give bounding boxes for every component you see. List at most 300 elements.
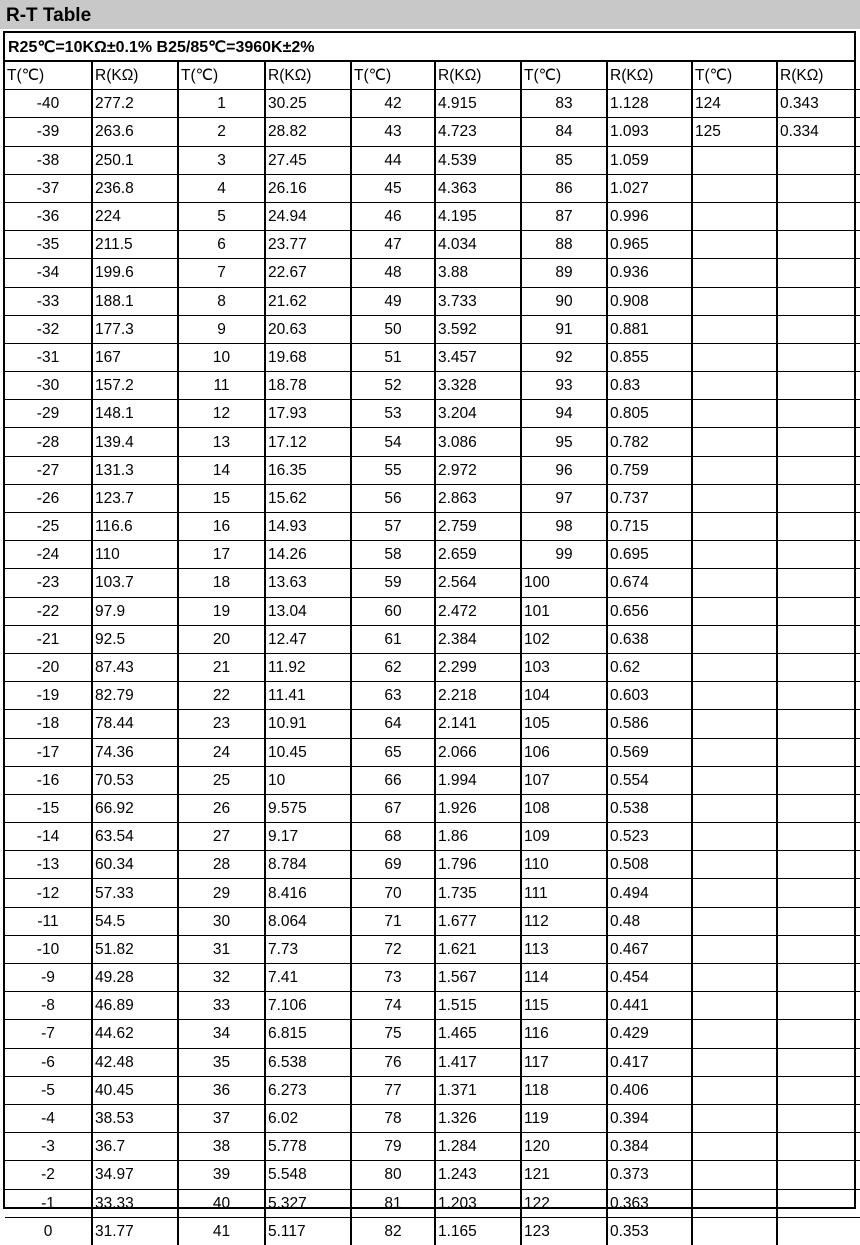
temperature-cell: 90: [521, 287, 607, 315]
temperature-cell: 37: [178, 1104, 265, 1132]
temperature-cell: 11: [178, 372, 265, 400]
temperature-cell: 43: [351, 118, 435, 146]
temperature-cell: -19: [5, 682, 92, 710]
temperature-cell: 110: [521, 851, 607, 879]
temperature-cell: 63: [351, 682, 435, 710]
resistance-cell: 3.733: [435, 287, 521, 315]
rt-table: [5, 62, 860, 1245]
resistance-cell: 3.88: [435, 259, 521, 287]
resistance-cell: 42.48: [92, 1048, 178, 1076]
resistance-cell: 14.26: [265, 541, 351, 569]
resistance-cell: 1.203: [435, 1189, 521, 1217]
temperature-cell: 62: [351, 653, 435, 681]
empty-cell: [692, 851, 777, 879]
resistance-cell: 0.454: [607, 964, 692, 992]
empty-cell: [777, 682, 860, 710]
temperature-cell: -35: [5, 231, 92, 259]
table-row: [5, 1133, 860, 1161]
empty-cell: [777, 653, 860, 681]
empty-cell: [692, 259, 777, 287]
resistance-cell: 110: [92, 541, 178, 569]
resistance-cell: 0.343: [777, 90, 860, 118]
temperature-cell: 57: [351, 513, 435, 541]
column-header-temperature: T(℃): [521, 62, 607, 90]
empty-cell: [692, 343, 777, 371]
table-row: [5, 428, 860, 456]
temperature-cell: 102: [521, 625, 607, 653]
table-row: [5, 794, 860, 822]
temperature-cell: 60: [351, 597, 435, 625]
table-row: [5, 851, 860, 879]
resistance-cell: 7.73: [265, 935, 351, 963]
resistance-cell: 46.89: [92, 992, 178, 1020]
table-row: [5, 682, 860, 710]
column-header-resistance: R(KΩ): [92, 62, 178, 90]
resistance-cell: 116.6: [92, 513, 178, 541]
temperature-cell: 70: [351, 879, 435, 907]
temperature-cell: 105: [521, 710, 607, 738]
resistance-cell: 0.715: [607, 513, 692, 541]
temperature-cell: 16: [178, 513, 265, 541]
empty-cell: [777, 794, 860, 822]
temperature-cell: -15: [5, 794, 92, 822]
column-header-resistance: R(KΩ): [265, 62, 351, 90]
temperature-cell: -4: [5, 1104, 92, 1132]
column-header-temperature: T(℃): [178, 62, 265, 90]
table-row: [5, 653, 860, 681]
resistance-cell: 36.7: [92, 1133, 178, 1161]
temperature-cell: -6: [5, 1048, 92, 1076]
empty-cell: [692, 1104, 777, 1132]
empty-cell: [777, 625, 860, 653]
table-row: [5, 1020, 860, 1048]
temperature-cell: -9: [5, 964, 92, 992]
table-row: [5, 879, 860, 907]
table-row: [5, 202, 860, 230]
resistance-cell: 1.326: [435, 1104, 521, 1132]
temperature-cell: 30: [178, 907, 265, 935]
resistance-cell: 92.5: [92, 625, 178, 653]
empty-cell: [777, 484, 860, 512]
resistance-cell: 1.027: [607, 174, 692, 202]
empty-cell: [692, 1076, 777, 1104]
resistance-cell: 31.77: [92, 1217, 178, 1245]
resistance-cell: 9.17: [265, 823, 351, 851]
resistance-cell: 0.83: [607, 372, 692, 400]
temperature-cell: 6: [178, 231, 265, 259]
temperature-cell: 54: [351, 428, 435, 456]
empty-cell: [777, 1076, 860, 1104]
temperature-cell: 88: [521, 231, 607, 259]
temperature-cell: 122: [521, 1189, 607, 1217]
table-row: [5, 174, 860, 202]
empty-cell: [692, 1048, 777, 1076]
temperature-cell: 97: [521, 484, 607, 512]
table-row: [5, 118, 860, 146]
resistance-cell: 123.7: [92, 484, 178, 512]
resistance-cell: 2.564: [435, 569, 521, 597]
resistance-cell: 15.62: [265, 484, 351, 512]
table-row: [5, 287, 860, 315]
temperature-cell: 123: [521, 1217, 607, 1245]
temperature-cell: -7: [5, 1020, 92, 1048]
temperature-cell: 41: [178, 1217, 265, 1245]
resistance-cell: 0.538: [607, 794, 692, 822]
resistance-cell: 14.93: [265, 513, 351, 541]
temperature-cell: 29: [178, 879, 265, 907]
empty-cell: [692, 935, 777, 963]
temperature-cell: 26: [178, 794, 265, 822]
resistance-cell: 7.41: [265, 964, 351, 992]
resistance-cell: 4.363: [435, 174, 521, 202]
temperature-cell: 96: [521, 456, 607, 484]
resistance-cell: 82.79: [92, 682, 178, 710]
resistance-cell: 5.778: [265, 1133, 351, 1161]
resistance-cell: 11.92: [265, 653, 351, 681]
resistance-cell: 139.4: [92, 428, 178, 456]
table-row: [5, 400, 860, 428]
empty-cell: [777, 710, 860, 738]
temperature-cell: -17: [5, 738, 92, 766]
temperature-cell: 12: [178, 400, 265, 428]
temperature-cell: -22: [5, 597, 92, 625]
table-row: [5, 766, 860, 794]
empty-cell: [692, 372, 777, 400]
resistance-cell: 6.273: [265, 1076, 351, 1104]
resistance-cell: 188.1: [92, 287, 178, 315]
resistance-cell: 2.141: [435, 710, 521, 738]
empty-cell: [692, 146, 777, 174]
temperature-cell: 87: [521, 202, 607, 230]
empty-cell: [777, 456, 860, 484]
table-row: [5, 625, 860, 653]
temperature-cell: 76: [351, 1048, 435, 1076]
temperature-cell: 2: [178, 118, 265, 146]
resistance-cell: 0.996: [607, 202, 692, 230]
temperature-cell: 45: [351, 174, 435, 202]
temperature-cell: 121: [521, 1161, 607, 1189]
resistance-cell: 38.53: [92, 1104, 178, 1132]
temperature-cell: 52: [351, 372, 435, 400]
resistance-cell: 74.36: [92, 738, 178, 766]
resistance-cell: 2.759: [435, 513, 521, 541]
resistance-cell: 0.638: [607, 625, 692, 653]
temperature-cell: 92: [521, 343, 607, 371]
resistance-cell: 9.575: [265, 794, 351, 822]
rt-table-frame: [3, 31, 856, 1240]
empty-cell: [692, 625, 777, 653]
empty-cell: [692, 597, 777, 625]
resistance-cell: 0.373: [607, 1161, 692, 1189]
temperature-cell: 56: [351, 484, 435, 512]
resistance-cell: 8.784: [265, 851, 351, 879]
resistance-cell: 2.066: [435, 738, 521, 766]
resistance-cell: 1.371: [435, 1076, 521, 1104]
resistance-cell: 10.91: [265, 710, 351, 738]
resistance-cell: 10.45: [265, 738, 351, 766]
resistance-cell: 20.63: [265, 315, 351, 343]
empty-cell: [692, 428, 777, 456]
resistance-cell: 3.204: [435, 400, 521, 428]
empty-cell: [777, 174, 860, 202]
column-header-resistance: R(KΩ): [607, 62, 692, 90]
resistance-cell: 4.915: [435, 90, 521, 118]
resistance-cell: 0.759: [607, 456, 692, 484]
empty-cell: [777, 343, 860, 371]
resistance-cell: 4.034: [435, 231, 521, 259]
temperature-cell: -11: [5, 907, 92, 935]
table-row: [5, 1217, 860, 1245]
temperature-cell: -20: [5, 653, 92, 681]
resistance-cell: 103.7: [92, 569, 178, 597]
resistance-cell: 148.1: [92, 400, 178, 428]
temperature-cell: 69: [351, 851, 435, 879]
temperature-cell: -28: [5, 428, 92, 456]
resistance-cell: 17.12: [265, 428, 351, 456]
resistance-cell: 211.5: [92, 231, 178, 259]
temperature-cell: -36: [5, 202, 92, 230]
table-row: [5, 907, 860, 935]
empty-cell: [777, 1161, 860, 1189]
temperature-cell: 23: [178, 710, 265, 738]
temperature-cell: 33: [178, 992, 265, 1020]
temperature-cell: 42: [351, 90, 435, 118]
temperature-cell: 51: [351, 343, 435, 371]
temperature-cell: 94: [521, 400, 607, 428]
empty-cell: [692, 1020, 777, 1048]
empty-cell: [692, 682, 777, 710]
table-row: [5, 823, 860, 851]
empty-cell: [692, 738, 777, 766]
table-row: [5, 1076, 860, 1104]
resistance-cell: 0.62: [607, 653, 692, 681]
resistance-cell: 8.064: [265, 907, 351, 935]
resistance-cell: 0.881: [607, 315, 692, 343]
resistance-cell: 18.78: [265, 372, 351, 400]
empty-cell: [777, 315, 860, 343]
temperature-cell: -12: [5, 879, 92, 907]
temperature-cell: 19: [178, 597, 265, 625]
temperature-cell: 50: [351, 315, 435, 343]
resistance-cell: 3.086: [435, 428, 521, 456]
resistance-cell: 1.128: [607, 90, 692, 118]
resistance-cell: 22.67: [265, 259, 351, 287]
table-row: [5, 710, 860, 738]
temperature-cell: 106: [521, 738, 607, 766]
temperature-cell: 93: [521, 372, 607, 400]
temperature-cell: -18: [5, 710, 92, 738]
resistance-cell: 1.621: [435, 935, 521, 963]
resistance-cell: 0.508: [607, 851, 692, 879]
resistance-cell: 0.603: [607, 682, 692, 710]
resistance-cell: 0.48: [607, 907, 692, 935]
empty-cell: [692, 513, 777, 541]
temperature-cell: 64: [351, 710, 435, 738]
resistance-cell: 0.394: [607, 1104, 692, 1132]
empty-cell: [777, 202, 860, 230]
empty-cell: [777, 428, 860, 456]
temperature-cell: -32: [5, 315, 92, 343]
resistance-cell: 131.3: [92, 456, 178, 484]
temperature-cell: -34: [5, 259, 92, 287]
temperature-cell: 25: [178, 766, 265, 794]
resistance-cell: 1.86: [435, 823, 521, 851]
temperature-cell: 100: [521, 569, 607, 597]
resistance-cell: 157.2: [92, 372, 178, 400]
temperature-cell: 99: [521, 541, 607, 569]
temperature-cell: 104: [521, 682, 607, 710]
temperature-cell: 81: [351, 1189, 435, 1217]
resistance-cell: 70.53: [92, 766, 178, 794]
temperature-cell: 119: [521, 1104, 607, 1132]
empty-cell: [777, 259, 860, 287]
resistance-cell: 0.429: [607, 1020, 692, 1048]
temperature-cell: 48: [351, 259, 435, 287]
temperature-cell: 7: [178, 259, 265, 287]
empty-cell: [692, 484, 777, 512]
resistance-cell: 277.2: [92, 90, 178, 118]
empty-cell: [692, 1217, 777, 1245]
empty-cell: [777, 851, 860, 879]
temperature-cell: 108: [521, 794, 607, 822]
temperature-cell: 77: [351, 1076, 435, 1104]
temperature-cell: 66: [351, 766, 435, 794]
resistance-cell: 87.43: [92, 653, 178, 681]
empty-cell: [777, 766, 860, 794]
temperature-cell: 115: [521, 992, 607, 1020]
temperature-cell: -8: [5, 992, 92, 1020]
temperature-cell: 71: [351, 907, 435, 935]
temperature-cell: 113: [521, 935, 607, 963]
resistance-cell: 0.695: [607, 541, 692, 569]
temperature-cell: 14: [178, 456, 265, 484]
table-row: [5, 964, 860, 992]
temperature-cell: 8: [178, 287, 265, 315]
temperature-cell: 44: [351, 146, 435, 174]
resistance-cell: 97.9: [92, 597, 178, 625]
resistance-cell: 167: [92, 343, 178, 371]
empty-cell: [692, 1133, 777, 1161]
column-header-temperature: T(℃): [351, 62, 435, 90]
temperature-cell: 10: [178, 343, 265, 371]
temperature-cell: 47: [351, 231, 435, 259]
resistance-cell: 2.299: [435, 653, 521, 681]
spec-line: R25℃=10KΩ±0.1% B25/85℃=3960K±2%: [5, 33, 854, 62]
table-row: [5, 569, 860, 597]
temperature-cell: -13: [5, 851, 92, 879]
temperature-cell: 78: [351, 1104, 435, 1132]
temperature-cell: 0: [5, 1217, 92, 1245]
temperature-cell: 120: [521, 1133, 607, 1161]
resistance-cell: 17.93: [265, 400, 351, 428]
temperature-cell: 32: [178, 964, 265, 992]
empty-cell: [777, 1217, 860, 1245]
resistance-cell: 26.16: [265, 174, 351, 202]
empty-cell: [777, 1020, 860, 1048]
resistance-cell: 0.406: [607, 1076, 692, 1104]
resistance-cell: 60.34: [92, 851, 178, 879]
temperature-cell: 4: [178, 174, 265, 202]
temperature-cell: -30: [5, 372, 92, 400]
empty-cell: [777, 1133, 860, 1161]
resistance-cell: 0.855: [607, 343, 692, 371]
empty-cell: [777, 1048, 860, 1076]
resistance-cell: 177.3: [92, 315, 178, 343]
temperature-cell: -5: [5, 1076, 92, 1104]
temperature-cell: 58: [351, 541, 435, 569]
temperature-cell: 22: [178, 682, 265, 710]
resistance-cell: 0.554: [607, 766, 692, 794]
temperature-cell: 95: [521, 428, 607, 456]
table-row: [5, 231, 860, 259]
resistance-cell: 4.723: [435, 118, 521, 146]
table-row: [5, 513, 860, 541]
empty-cell: [692, 907, 777, 935]
empty-cell: [692, 1161, 777, 1189]
empty-cell: [777, 992, 860, 1020]
resistance-cell: 40.45: [92, 1076, 178, 1104]
empty-cell: [777, 907, 860, 935]
empty-cell: [777, 935, 860, 963]
empty-cell: [777, 146, 860, 174]
resistance-cell: 0.936: [607, 259, 692, 287]
temperature-cell: 74: [351, 992, 435, 1020]
temperature-cell: 13: [178, 428, 265, 456]
resistance-cell: 0.656: [607, 597, 692, 625]
temperature-cell: -1: [5, 1189, 92, 1217]
temperature-cell: 80: [351, 1161, 435, 1189]
resistance-cell: 6.02: [265, 1104, 351, 1132]
temperature-cell: 1: [178, 90, 265, 118]
resistance-cell: 13.63: [265, 569, 351, 597]
resistance-cell: 1.284: [435, 1133, 521, 1161]
resistance-cell: 13.04: [265, 597, 351, 625]
resistance-cell: 0.494: [607, 879, 692, 907]
resistance-cell: 1.796: [435, 851, 521, 879]
resistance-cell: 236.8: [92, 174, 178, 202]
temperature-cell: -14: [5, 823, 92, 851]
resistance-cell: 1.465: [435, 1020, 521, 1048]
resistance-cell: 0.363: [607, 1189, 692, 1217]
temperature-cell: 114: [521, 964, 607, 992]
resistance-cell: 44.62: [92, 1020, 178, 1048]
temperature-cell: -27: [5, 456, 92, 484]
table-row: [5, 315, 860, 343]
empty-cell: [692, 231, 777, 259]
temperature-cell: 101: [521, 597, 607, 625]
resistance-cell: 4.539: [435, 146, 521, 174]
resistance-cell: 1.243: [435, 1161, 521, 1189]
resistance-cell: 51.82: [92, 935, 178, 963]
temperature-cell: 59: [351, 569, 435, 597]
empty-cell: [777, 569, 860, 597]
resistance-cell: 2.659: [435, 541, 521, 569]
table-row: [5, 90, 860, 118]
resistance-cell: 21.62: [265, 287, 351, 315]
temperature-cell: 40: [178, 1189, 265, 1217]
table-row: [5, 992, 860, 1020]
empty-cell: [777, 231, 860, 259]
resistance-cell: 1.994: [435, 766, 521, 794]
empty-cell: [692, 794, 777, 822]
temperature-cell: 36: [178, 1076, 265, 1104]
resistance-cell: 49.28: [92, 964, 178, 992]
resistance-cell: 0.334: [777, 118, 860, 146]
temperature-cell: -16: [5, 766, 92, 794]
temperature-cell: 111: [521, 879, 607, 907]
temperature-cell: 125: [692, 118, 777, 146]
resistance-cell: 5.548: [265, 1161, 351, 1189]
